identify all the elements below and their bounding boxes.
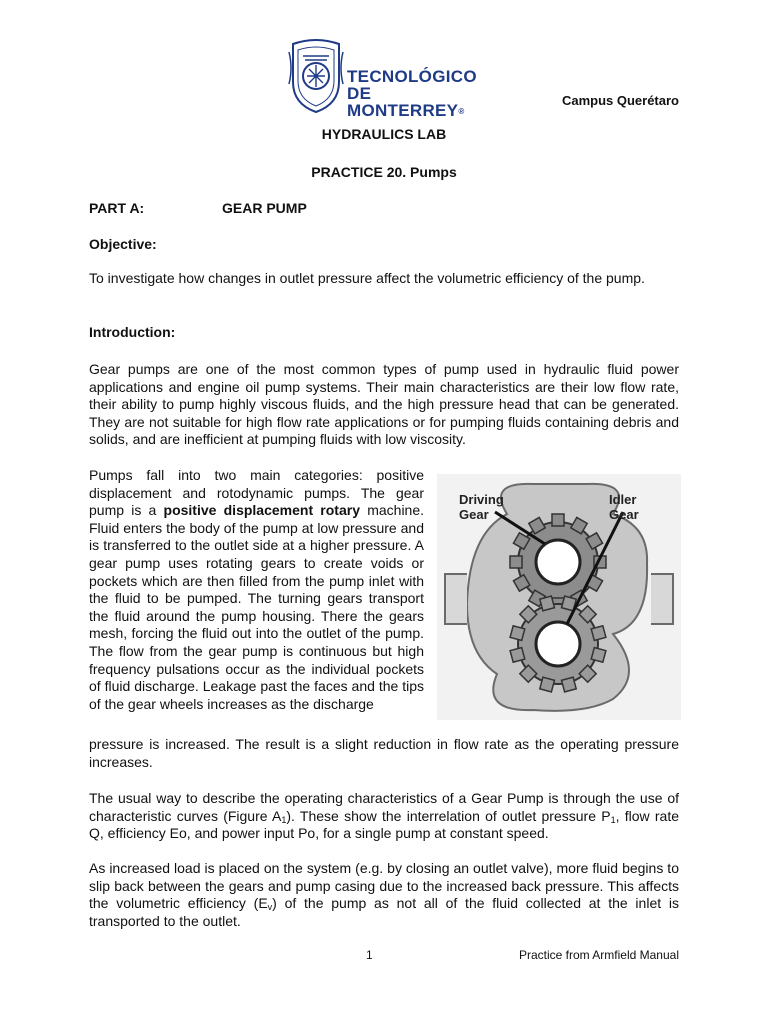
idler-gear-label-2: Gear: [609, 507, 639, 522]
idler-gear-icon: [510, 596, 606, 692]
intro-paragraph-3: The usual way to describe the operating characteristics of a Gear Pump is through the use of characteristic curves (Figure $A_1$). These show the interrelation of outlet pressure $P_1$, flow rate Q, efficiency Eo, and power input Po, for a single pump at constant speed.: [89, 790, 679, 842]
objective-heading: Objective:: [89, 236, 157, 252]
intro-paragraph-2: Pumps fall into two main categories: positive displacement and rotodynamic pumps. The gear pump is a positive displacement rotary machine. Fluid enters the body of the pump at low pressure and is transferred to the outlet side at a higher pressure. A gear pump uses rotating gears to create voids or pockets which are then filled from the pump inlet with the fluid to be pumped. The turning gears transport the fluid around the pump housing. There the gears mesh, forcing the fluid out into the outlet of the pump. The flow from the gear pump is continuous but high frequency pulsations occur as the individual pockets of fluid discharge. Leakage past the faces and the tips of the gear wheels increases as the discharge: [89, 467, 425, 712]
lab-title: HYDRAULICS LAB: [321, 126, 447, 142]
part-name: GEAR PUMP: [222, 200, 307, 216]
gear-pump-diagram: [437, 474, 681, 720]
institution-logo: [287, 38, 487, 120]
driving-gear-label-2: Gear: [459, 507, 489, 522]
driving-gear-label-1: Driving: [459, 492, 504, 507]
footer-source: Practice from Armfield Manual: [518, 948, 679, 962]
page-number: 1: [366, 948, 373, 962]
part-label: PART A:: [89, 200, 145, 216]
shield-seal-icon: [287, 38, 345, 114]
introduction-heading: Introduction:: [89, 324, 176, 340]
idler-gear-label-1: Idler: [609, 492, 637, 507]
objective-text: To investigate how changes in outlet pressure affect the volumetric efficiency of the pump.: [89, 270, 645, 286]
intro-paragraph-1: Gear pumps are one of the most common types of pump used in hydraulic fluid power applications and engine oil pump systems. Their main characteristics are their low flow rate, their ability to pump highly viscous fluids, and the high pressure head that can be generated. They are not suitable for high flow rate applications or for pumping fluids containing debris and solids, and are inefficient at pumping fluids with low viscosity.: [89, 361, 679, 448]
intro-paragraph-2-continued: pressure is increased. The result is a slight reduction in flow rate as the operating pressure increases.: [89, 736, 679, 770]
intro-paragraph-4: As increased load is placed on the system (e.g. by closing an outlet valve), more fluid begins to slip back between the gears and pump casing due to the increased back pressure. This affects the volumetric efficiency $(E_v)$ of the pump as not all of the fluid collected at the inlet is transported to the outlet.: [89, 860, 679, 929]
logo-wordmark: TECNOLÓGICO DE MONTERREY®: [347, 67, 477, 120]
campus-name: Campus Querétaro: [561, 93, 679, 108]
practice-title: PRACTICE 20. Pumps: [311, 164, 457, 180]
